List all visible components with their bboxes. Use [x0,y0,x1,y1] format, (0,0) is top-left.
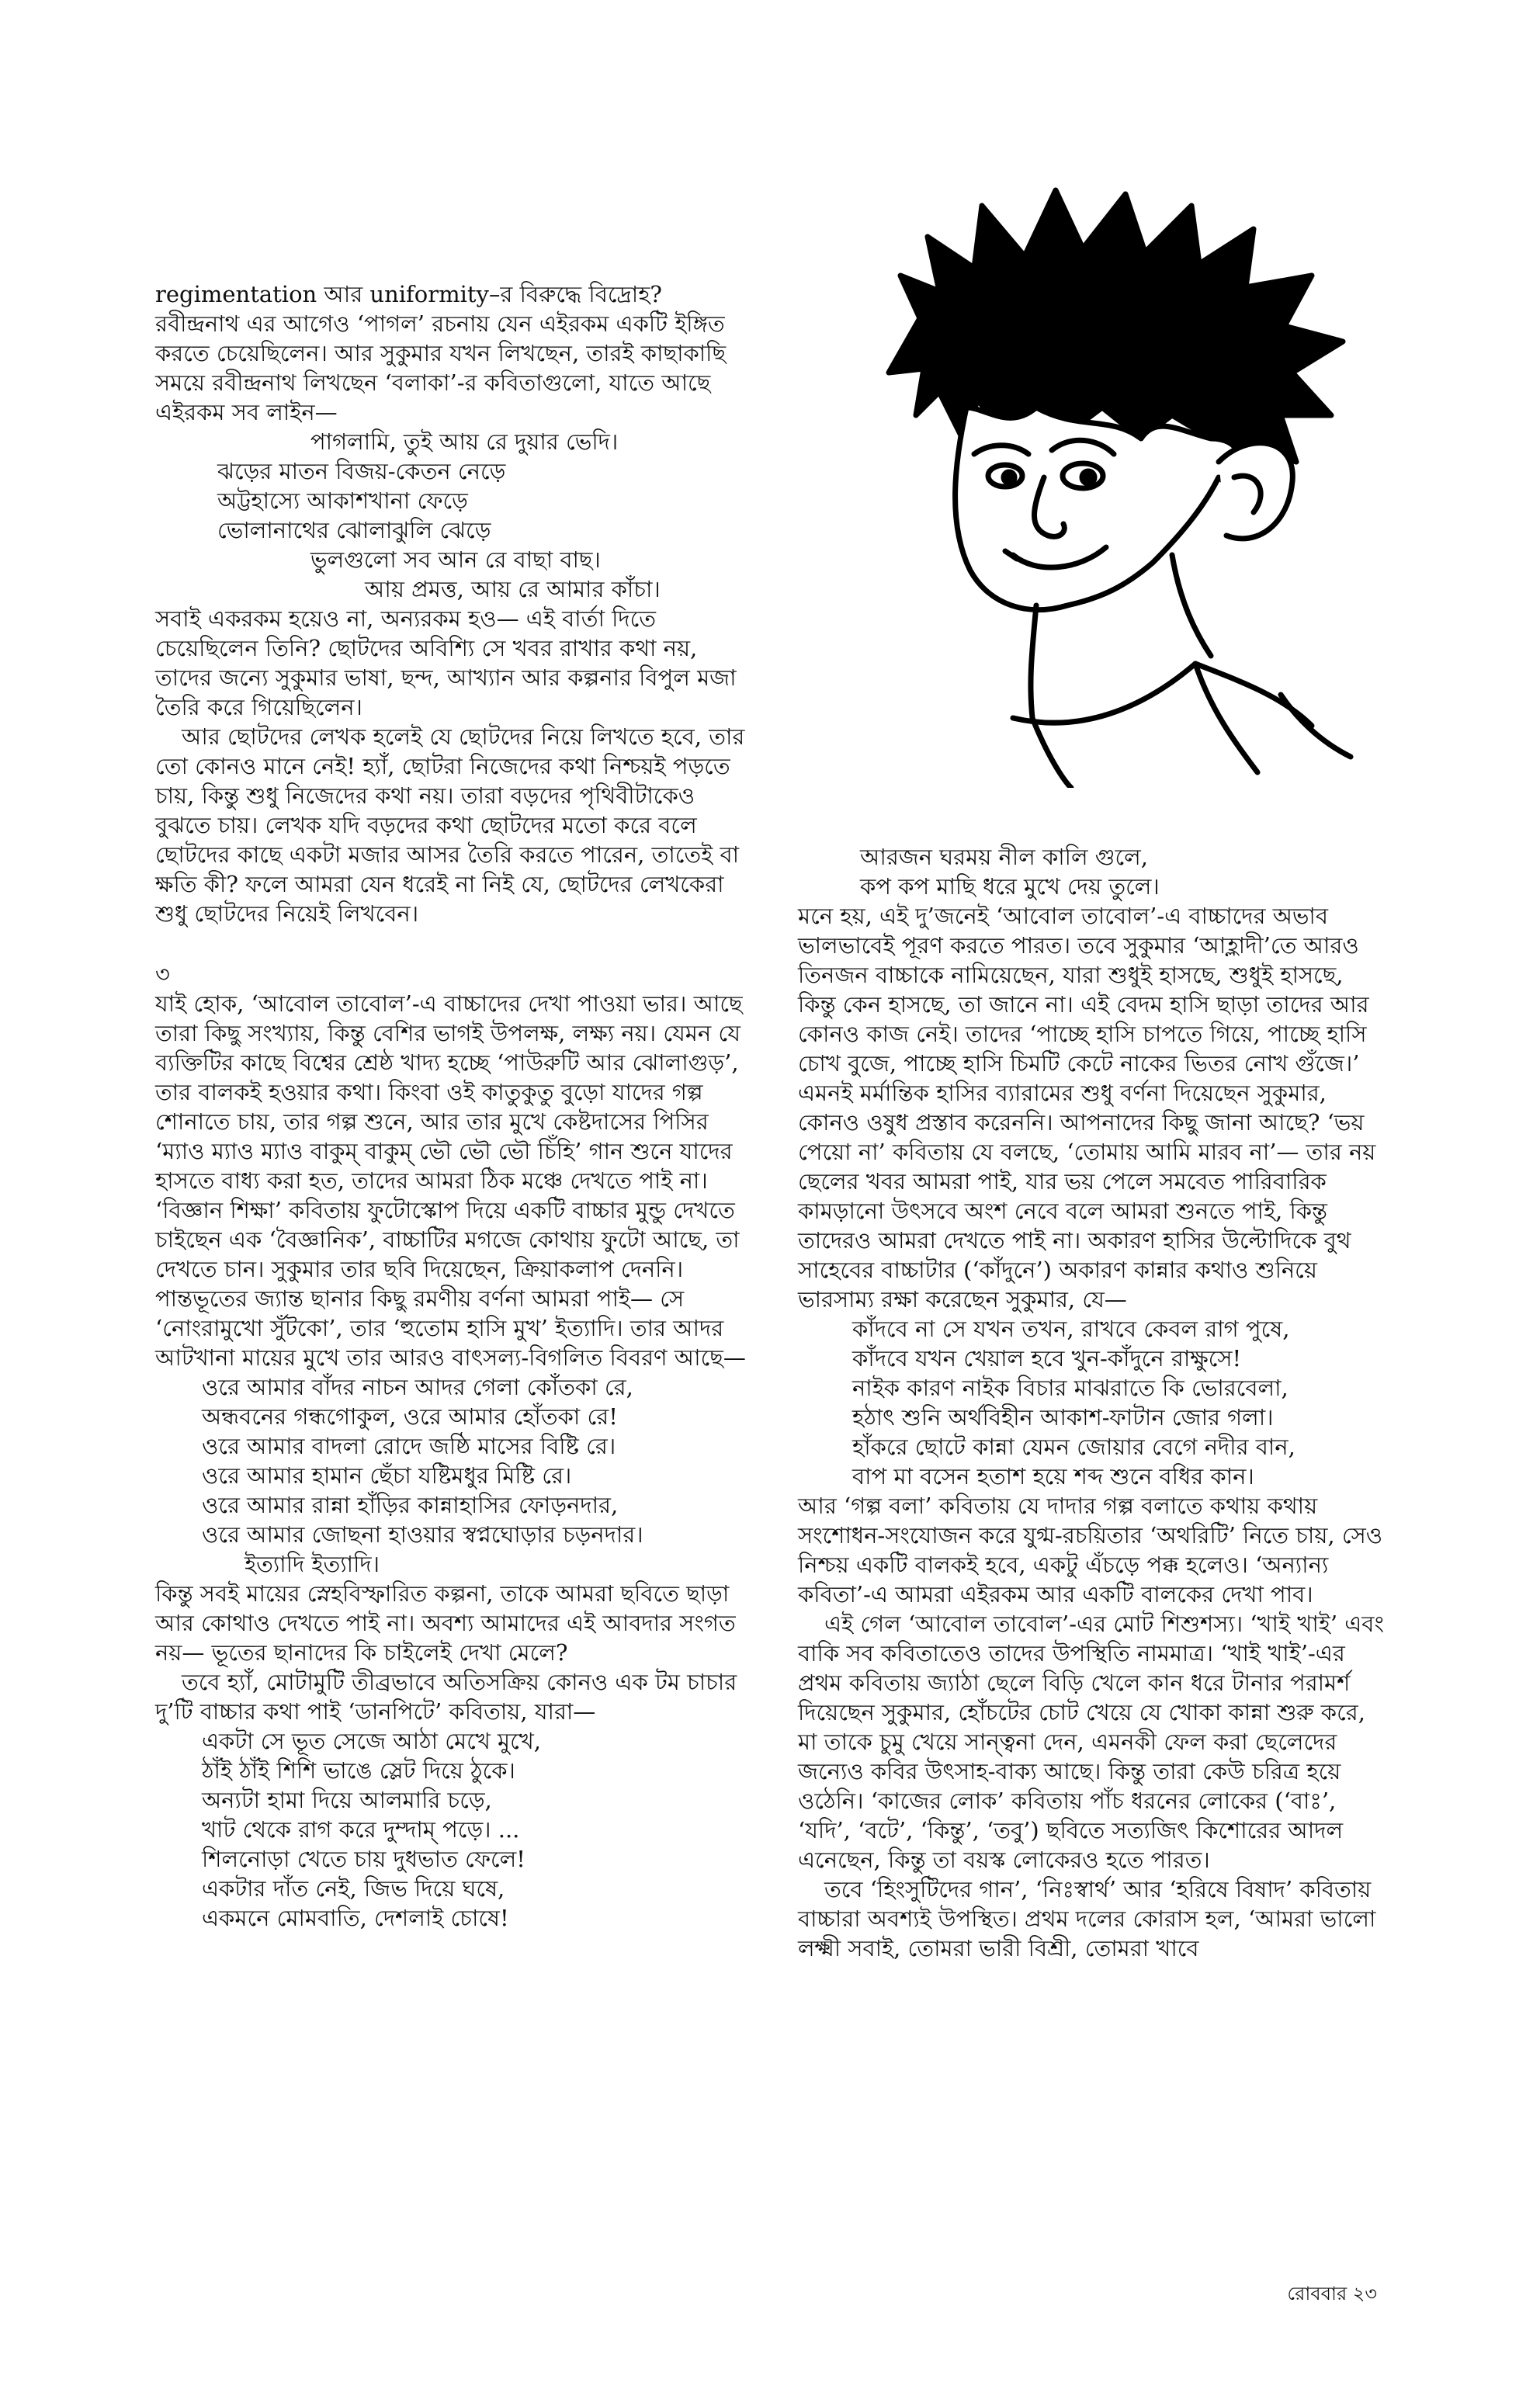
verse-line: ওরে আমার রান্না হাঁড়ির কান্নাহাসির ফোড়নদার, [202,1492,619,1518]
verse-block [155,427,753,604]
verse-line: অন্যটা হামা দিয়ে আলমারি চড়ে, [202,1787,492,1813]
left-column [155,279,753,1933]
verse-line: হঠাৎ শুনি অর্থবিহীন আকাশ-ফাটান জোর গলা। [852,1404,1274,1431]
verse-line: আয় প্রমত্ত, আয় রে আমার কাঁচা। [365,576,661,602]
ear-shape [1219,443,1292,539]
neck-shape [1031,605,1036,718]
page-footer: রোববার ২৩ [1287,2283,1377,2305]
verse-block [798,1314,1388,1491]
section-number: ৩ [155,961,170,987]
verse-line: নাইক কারণ নাইক বিচার মাঝরাতে কি ভোরবেলা, [852,1375,1289,1401]
verse-line: ভোলানাথের ঝোলাঝুলি ঝেড়ে [217,517,491,543]
verse-line: একটার দাঁত নেই, জিভ দিয়ে ঘষে, [202,1875,505,1902]
paragraph: তবে হ্যাঁ, মোটামুটি তীব্রভাবে অতিসক্রিয় কোনও এক টম চাচার দু’টি বাচ্চার কথা পাই ‘ডানপিটে’ কবিতায়, যারা— [155,1669,737,1725]
paragraph: তবে ‘হিংসুটিদের গান’, ‘নিঃস্বার্থ’ আর ‘হরিষে বিষাদ’ কবিতায় বাচ্চারা অবশ্যই উপস্থিত। প্রথম দলের কোরাস হল, ‘আমরা ভালো লক্ষ্মী সবাই, তোমরা ভারী বিশ্রী, তোমরা খাবে [798,1876,1376,1961]
verse-line: একটা সে ভূত সেজে আঠা মেখে মুখে, [202,1728,542,1754]
verse-line: পাগলামি, তুই আয় রে দুয়ার ভেদি। [310,428,619,455]
verse-line: শিলনোড়া খেতে চায় দুধভাত ফেলে! [202,1846,525,1872]
face-outline [956,408,1242,610]
paragraph: এই গেল ‘আবোল তাবোল’-এর মোট শিশুশস্য। ‘খাই খাই’ এবং বাকি সব কবিতাতেও তাদের উপস্থিতি নামমাত্র। ‘খাই খাই’-এর প্রথম কবিতায় জ্যাঠা ছেলে বিড়ি খেলে কান ধরে টানার পরামর্শ দিয়েছেন সুকুমার, হোঁচটের চোট খেয়ে যে খোকা কান্না শুরু করে, মা তাকে চুমু খেয়ে সান্ত্বনা দেন, এমনকী ফেল করা ছেলেদের জন্যেও কবির উৎসাহ-বাক্য আছে। কিন্তু তারা কেউ চরিত্র হয়ে ওঠেনি। ‘কাজের লোক’ কবিতায় পাঁচ ধরনের লোকের (‘বাঃ’, ‘যদি’, ‘বটে’, ‘কিন্তু’, ‘তবু’) ছবিতে সত্যজিৎ কিশোরের আদল এনেছেন, কিন্তু তা বয়স্ক লোকেরও হতে পারত। [798,1611,1384,1873]
verse-line: অন্ধবনের গন্ধগোকুল, ওরে আমার হোঁতকা রে! [202,1403,618,1430]
verse-line: ওরে আমার বাঁদর নাচন আদর গেলা কোঁতকা রে, [202,1374,633,1400]
right-column [798,842,1388,1963]
paragraph: regimentation আর uniformity–র বিরুদ্ধে বিদ্রোহ? রবীন্দ্রনাথ এর আগেও ‘পাগল’ রচনায় যেন এইরকম একটি ইঙ্গিত করতে চেয়েছিলেন। আর সুকুমার যখন লিখছেন, তারই কাছাকাছি সময়ে রবীন্দ্রনাথ লিখছেন ‘বলাকা’-র কবিতাগুলো, যাতে আছে এইরকম সব লাইন— [155,281,727,425]
verse-line: অট্টহাস্যে আকাশখানা ফেড়ে [217,487,468,514]
verse-line: ইত্যাদি ইত্যাদি। [245,1551,380,1577]
verse-line: ওরে আমার হামান ছেঁচা যষ্টিমধুর মিষ্টি রে। [202,1462,572,1489]
paragraph: আর ছোটদের লেখক হলেই যে ছোটদের নিয়ে লিখতে হবে, তার তো কোনও মানে নেই! হ্যাঁ, ছোটরা নিজেদের কথা নিশ্চয়ই পড়তে চায়, কিন্তু শুধু নিজেদের কথা নয়। তারা বড়দের পৃথিবীটাকেও বুঝতে চায়। লেখক যদি বড়দের কথা ছোটদের মতো করে বলে ছোটদের কাছে একটা মজার আসর তৈরি করতে পারেন, তাতেই বা ক্ষতি কী? ফলে আমরা যেন ধরেই না নিই যে, ছোটদের লেখকেরা শুধু ছোটদের নিয়েই লিখবেন। [155,723,745,927]
collar-shape [1013,664,1312,726]
verse-line: ঝড়ের মাতন বিজয়-কেতন নেড়ে [217,458,506,484]
verse-block [155,1372,753,1579]
paragraph: যাই হোক, ‘আবোল তাবোল’-এ বাচ্চাদের দেখা পাওয়া ভার। আছে তারা কিছু সংখ্যায়, কিন্তু বেশির ভাগই উপলক্ষ, লক্ষ্য নয়। যেমন যে ব্যক্তিটির কাছে বিশ্বের শ্রেষ্ঠ খাদ্য হচ্ছে ‘পাউরুটি আর ঝোলাগুড়’, তার বালকই হওয়ার কথা। কিংবা ওই কাতুকুতু বুড়ো যাদের গল্প শোনাতে চায়, তার গল্প শুনে, আর তার মুখে কেষ্টদাসের পিসির ‘ম্যাও ম্যাও ম্যাও বাকুম্ বাকুম্ ভৌ ভৌ ভৌ চিঁহি’ গান শুনে যাদের হাসতে বাধ্য করা হত, তাদের আমরা ঠিক মঞ্চে দেখতে পাই না। ‘বিজ্ঞান শিক্ষা’ কবিতায় ফুটোস্কোপ দিয়ে একটি বাচ্চার মুন্ডু দেখতে চাইছেন এক ‘বৈজ্ঞানিক’, বাচ্চাটির মগজে কোথায় ফুটো আছে, তা দেখতে চান। সুকুমার তার ছবি দিয়েছেন, ক্রিয়াকলাপ দেননি। পান্তভূতের জ্যান্ত ছানার কিছু রমণীয় বর্ণনা আমরা পাই— সে ‘নোংরামুখো সুঁটকো’, তার ‘হুতোম হাসি মুখ’ ইত্যাদি। তার আদর আটখানা মায়ের মুখে তার আরও বাৎসল্য-বিগলিত বিবরণ আছে— [155,990,746,1371]
verse-line: ওরে আমার বাদলা রোদে জষ্ঠি মাসের বিষ্টি রে। [202,1433,616,1459]
verse-block [798,842,1388,901]
verse-line: আরজন ঘরময় নীল কালি গুলে, [860,844,1148,870]
verse-line: ওরে আমার জোছনা হাওয়ার স্বপ্নঘোড়ার চড়নদার। [202,1521,643,1548]
verse-block [155,1726,753,1933]
verse-line: ঠাঁই ঠাঁই শিশি ভাঙে স্লেট দিয়ে ঠুকে। [202,1757,515,1784]
verse-line: হাঁকরে ছোটে কান্না যেমন জোয়ার বেগে নদীর বান, [852,1434,1295,1460]
cartoon-boy-illustration [846,182,1389,788]
verse-line: ভুলগুলো সব আন রে বাছা বাছ। [310,546,601,573]
paragraph: কিন্তু সবই মায়ের স্নেহবিস্ফারিত কল্পনা, তাকে আমরা ছবিতে ছাড়া আর কোথাও দেখতে পাই না। অবশ্য আমাদের এই আবদার সংগত নয়— ভূতের ছানাদের কি চাইলেই দেখা মেলে? [155,1580,736,1666]
verse-line: কাঁদবে না সে যখন তখন, রাখবে কেবল রাগ পুষে, [852,1316,1290,1342]
paragraph: সবাই একরকম হয়েও না, অন্যরকম হও— এই বার্তা দিতে চেয়েছিলেন তিনি? ছোটদের অবিশ্যি সে খবর রাখার কথা নয়, তাদের জন্যে সুকুমার ভাষা, ছন্দ, আখ্যান আর কল্পনার বিপুল মজা তৈরি করে গিয়েছিলেন। [155,605,737,720]
verse-line: বাপ মা বসেন হতাশ হয়ে শব্দ শুনে বধির কান। [852,1463,1254,1490]
verse-line: কাঁদবে যখন খেয়াল হবে খুন-কাঁদুনে রাক্ষুসে! [852,1345,1242,1372]
verse-line: খাট থেকে রাগ করে দুম্দাম্ পড়ে। ... [202,1816,520,1843]
verse-line: কপ কপ মাছি ধরে মুখে দেয় তুলে। [860,873,1160,900]
verse-line: একমনে মোমবাতি, দেশলাই চোষে! [202,1905,509,1931]
paragraph: মনে হয়, এই দু’জনেই ‘আবোল তাবোল’-এ বাচ্চাদের অভাব ভালভাবেই পূরণ করতে পারত। তবে সুকুমার ‘আহ্লাদী’তে আরও তিনজন বাচ্চাকে নামিয়েছেন, যারা শুধুই হাসছে, শুধুই হাসছে, কিন্তু কেন হাসছে, তা জানে না। এই বেদম হাসি ছাড়া তাদের আর কোনও কাজ নেই। তাদের ‘পাচ্ছে হাসি চাপতে গিয়ে, পাচ্ছে হাসি চোখ বুজে, পাচ্ছে হাসি চিমটি কেটে নাকের ভিতর নোখ গুঁজে।’ এমনই মর্মান্তিক হাসির ব্যারামের শুধু বর্ণনা দিয়েছেন সুকুমার, কোনও ওষুধ প্রস্তাব করেননি। আপনাদের কিছু জানা আছে? ‘ভয় পেয়ো না’ কবিতায় যে বলছে, ‘তোমায় আমি মারব না’— তার নয় ছেলের খবর আমরা পাই, যার ভয় পেলে সমবেত পারিবারিক কামড়ানো উৎসবে অংশ নেবে বলে আমরা শুনতে পাই, কিন্তু তাদেরও আমরা দেখতে পাই না। অকারণ হাসির উল্টোদিকে বুথ সাহেবের বাচ্চাটার (‘কাঁদুনে’) অকারণ কান্নার কথাও শুনিয়ে ভারসাম্য রক্ষা করেছেন সুকুমার, যে— [798,903,1376,1313]
paragraph: আর ‘গল্প বলা’ কবিতায় যে দাদার গল্প বলাতে কথায় কথায় সংশোধন-সংযোজন করে যুগ্ম-রচয়িতার ‘অথরিটি’ নিতে চায়, সেও নিশ্চয় একটি বালকই হবে, একটু এঁচড়ে পক্ক হলেও। ‘অন্যান্য কবিতা’-এ আমরা এইরকম আর একটি বালকের দেখা পাব। [798,1493,1383,1607]
